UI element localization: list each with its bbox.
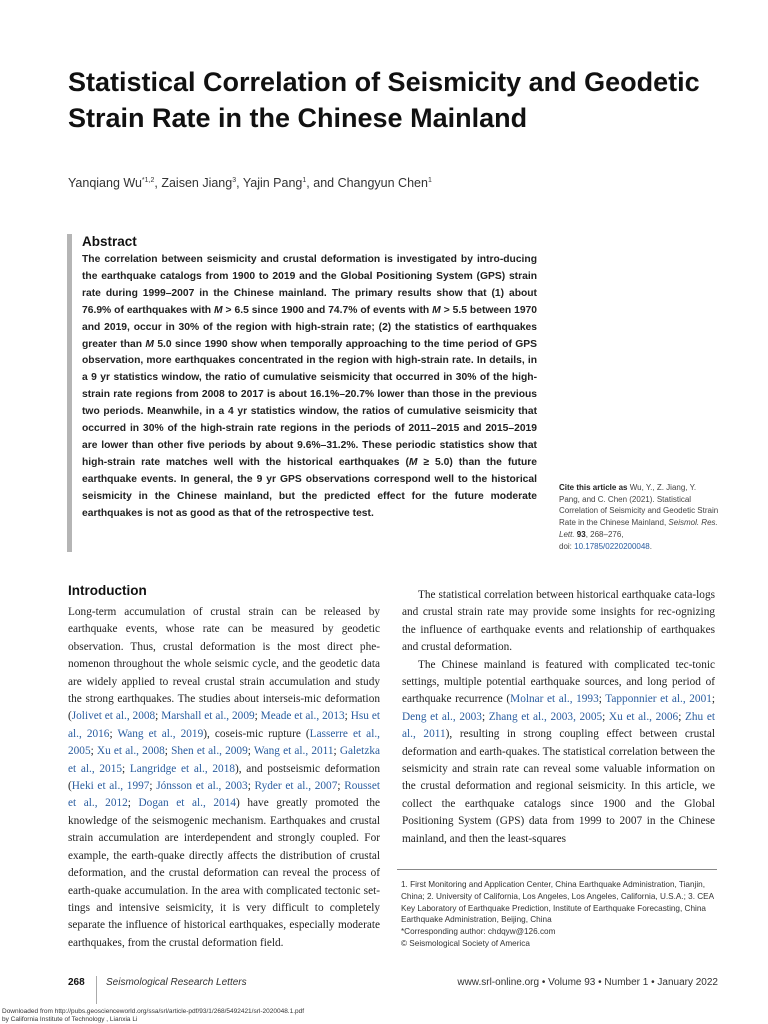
body-text: ; <box>127 797 139 810</box>
body-text: ), resulting in strong coupling effect between crustal deformation and earth-quakes. The statistical correlation between the seismicity and strain rate can reveal some valuable information on the crustal deformation and regional seismicity. In this article, we collect the earthquake catalogs since 1900 and the Global Positioning System (GPS) data from 1999 to 2007 in the Chinese mainland, and then the least-squares <box>402 728 715 845</box>
author-affiliation-marker: 1 <box>427 176 432 184</box>
magnitude-symbol: M <box>145 338 154 350</box>
body-text: ; <box>333 745 340 758</box>
doi-label: doi: <box>559 541 575 551</box>
body-text: ; <box>602 710 609 723</box>
body-text: ; <box>149 780 157 793</box>
body-text: ) have greatly promoted the knowledge of the seismogenic mechanism. Earthquakes and crustal strain accumulation are interdependent and strongly coupled. For example, the earth-quake directly affects the distribution of crustal deformation, and the crustal deformation can reveal the process of earth-quake accumulation. In the area with complicated tectonic set-tings and intensive seismicity, it is very difficult to completely separate the influence of historical earthquakes, especially moderate earthquakes, from the crustal deformation field. <box>68 797 380 949</box>
abstract-text-part: The correlation between seismicity and crustal deformation is investigated by intro-ducing the earthquake catalogs from 1900 to 2019 and the Global Positioning System (GPS) strain rate during 1999–2007 in the Chinese mainland. The primary results show that (1) about 76.9% of earthquakes with <box>82 254 537 316</box>
citation-text: Wu, Y., Z. Jiang, Y. Pang, and C. Chen (2021). Statistical Correlation of Seismicity and Geodetic Strain Rate in the Chinese Mainland, <box>559 483 719 528</box>
body-text: ; <box>344 710 351 723</box>
abstract-sidebar-rule <box>67 234 72 552</box>
author-affiliation-marker: 1 <box>302 176 307 184</box>
page-number: 268 <box>68 977 85 988</box>
author-name: and Changyun Chen <box>313 176 428 190</box>
download-url: Downloaded from http://pubs.geoscienceworld.org/ssa/srl/article-pdf/93/1/268/5492421/srl-2020048.1.pdf <box>2 1008 305 1015</box>
reference-link[interactable]: Jolivet et al., 2008 <box>71 710 156 723</box>
citation-volume: 93 <box>574 529 586 539</box>
reference-link[interactable]: Wang et al., 2011 <box>253 745 334 758</box>
reference-link[interactable]: Molnar et al., 1993 <box>510 693 599 706</box>
reference-link[interactable]: Zhu et al., 2011 <box>402 710 715 741</box>
magnitude-symbol: M <box>432 304 441 316</box>
reference-link[interactable]: Xu et al., 2006 <box>608 710 679 723</box>
body-text: ; <box>481 710 489 723</box>
reference-link[interactable]: Galetzka et al., 2015 <box>68 745 380 775</box>
author-name: Zaisen Jiang <box>161 176 233 190</box>
citation-label: Cite this article as <box>559 483 628 492</box>
reference-link[interactable]: Zhang et al., 2003, 2005 <box>488 710 603 723</box>
issue-info: www.srl-online.org • Volume 93 • Number 1 • January 2022 <box>457 977 718 988</box>
paragraph: The statistical correlation between historical earthquake cata-logs and crustal strain rate may provide some insights for rec-ognizing the influence of earthquake events and relationship of earthquakes and crustal deformation. <box>402 589 715 654</box>
body-text: Long-term accumulation of crustal strain can be released by earthquake events, whose rate can be measured by geodetic observation. Thus, crustal deformation is the most direct phe-nomenon throughout the whole seismic cycle, and the geodetic data are widely applied to reveal crustal strain accumulation and study the strong earthquakes. The studies about interseis-mic deformation ( <box>68 606 380 723</box>
abstract-text-part: > 5.5 between 1970 and 2019, occur in 30% of the region with high-strain rate; (2) the statistics of earthquakes greater than <box>82 304 537 350</box>
body-text: ; <box>598 693 606 706</box>
body-text: ; <box>122 762 130 775</box>
reference-link[interactable]: Wang et al., 2019 <box>117 727 204 740</box>
body-text: ; <box>155 710 162 723</box>
reference-link[interactable]: Shen et al., 2009 <box>171 745 248 758</box>
journal-name: Seismological Research Letters <box>106 977 247 988</box>
reference-link[interactable]: Xu et al., 2008 <box>96 745 165 758</box>
body-text: ; <box>247 780 255 793</box>
body-text: ; <box>247 745 254 758</box>
body-text: ; <box>254 710 261 723</box>
citation-journal: Seismol. Res. Lett. <box>559 518 718 539</box>
reference-link[interactable]: Tapponnier et al., 2001 <box>605 693 712 706</box>
abstract-text-part: > 6.5 since 1900 and 74.7% of events with <box>222 304 433 316</box>
author-affiliation-marker: *1,2 <box>141 176 155 184</box>
reference-link[interactable]: Dogan et al., 2014 <box>138 797 237 810</box>
body-text: ), coseis-mic rupture ( <box>203 727 310 740</box>
reference-link[interactable]: Rousset et al., 2012 <box>68 780 380 810</box>
author-name: Yajin Pang <box>242 176 303 190</box>
footnotes <box>401 879 719 950</box>
abstract-text <box>82 252 537 523</box>
body-text: The Chinese mainland is featured with complicated tec-tonic settings, multiple potential earthquake sources, and long period of earthquake recurrence ( <box>402 658 715 706</box>
reference-link[interactable]: Meade et al., 2013 <box>260 710 345 723</box>
author-list: Yanqiang Wu$^{*1,2}$, Zaisen Jiang$^3$, Yajin Pang$^1$, and Changyun Chen$^1$ <box>68 176 432 190</box>
doi-link[interactable]: 10.1785/0220200048 <box>574 541 650 551</box>
author-name: Yanqiang Wu <box>68 176 142 190</box>
affiliations-footnote: 1. First Monitoring and Application Center, China Earthquake Administration, Tianjin, China; 2. University of California, Los Angeles, Los Angeles, California, U.S.A.; 3. CEA Key Laboratory of Earthquake Prediction, Institute of Earthquake Forecasting, China Earthquake Administration, Beijing, China <box>401 880 714 925</box>
citation-pages: , 268–276, <box>585 529 624 539</box>
footnote-divider <box>397 869 717 870</box>
paragraph <box>402 657 715 848</box>
article-title: Statistical Correlation of Seismicity and Geodetic Strain Rate in the Chinese Mainland <box>68 67 700 133</box>
body-text: ), and postseismic deformation ( <box>68 762 380 793</box>
introduction-column-1 <box>68 604 380 952</box>
abstract-heading: Abstract <box>82 234 137 249</box>
download-institution: by California Institute of Technology , Lianxia Li <box>2 1016 138 1023</box>
body-text: ; <box>678 710 685 723</box>
reference-link[interactable]: Langridge et al., 2018 <box>129 762 235 775</box>
reference-link[interactable]: Deng et al., 2003 <box>402 710 482 723</box>
body-text: ; <box>164 745 172 758</box>
reference-link[interactable]: Marshall et al., 2009 <box>161 710 255 723</box>
citation-period: . <box>649 541 652 551</box>
reference-link[interactable]: Ryder et al., 2007 <box>254 780 338 793</box>
introduction-heading: Introduction <box>68 583 147 598</box>
corresponding-author-footnote: *Corresponding author: chdqyw@126.com <box>401 927 556 937</box>
body-text: ; <box>337 780 345 793</box>
body-text: ; <box>90 745 97 758</box>
abstract-text-part: 5.0 since 1990 show when temporally approaching to the time period of GPS observation, more earthquakes concentrated in the region with high-strain rate. In details, in a 9 yr statistics window, the ratio of cumulative seismicity that occurred in 30% of the high-strain rate regions from 2008 to 2017 is about 16.1%–20.7% lower than those in the previous two periods. Meanwhile, in a 4 yr statistics window, the ratios of cumulative seismicity that occurred in 30% of the high-strain rate regions in the periods of 2011–2015 and 2015–2019 are lower than other five periods by about 9.6%–31.2%. These periodic statistics show that high-strain rate matches well with the historical earthquakes ( <box>82 338 538 468</box>
magnitude-symbol: M <box>408 456 418 468</box>
reference-link[interactable]: Jónsson et al., 2003 <box>156 780 248 793</box>
reference-link[interactable]: Heki et al., 1997 <box>71 780 150 793</box>
body-text: ; <box>711 693 716 706</box>
copyright-notice: © Seismological Society of America <box>401 938 530 948</box>
author-affiliation-marker: 3 <box>232 176 237 184</box>
citation-box <box>559 482 719 552</box>
abstract-text-part: ≥ 5.0) than the future earthquake events. In general, the 9 yr GPS observations correspond well to the historical seismicity in the Chinese mainland, but the predicted effect for the future moderate earthquakes is not as good as that of the retrospective test. <box>82 456 537 519</box>
footer-divider <box>96 976 97 1004</box>
download-notice <box>2 1008 304 1024</box>
introduction-column-2 <box>402 587 715 848</box>
reference-link[interactable]: Lasserre et al., 2005 <box>68 727 380 758</box>
body-text: ; <box>109 727 118 740</box>
reference-link[interactable]: Hsu et al., 2016 <box>68 710 380 740</box>
magnitude-symbol: M <box>214 304 223 316</box>
